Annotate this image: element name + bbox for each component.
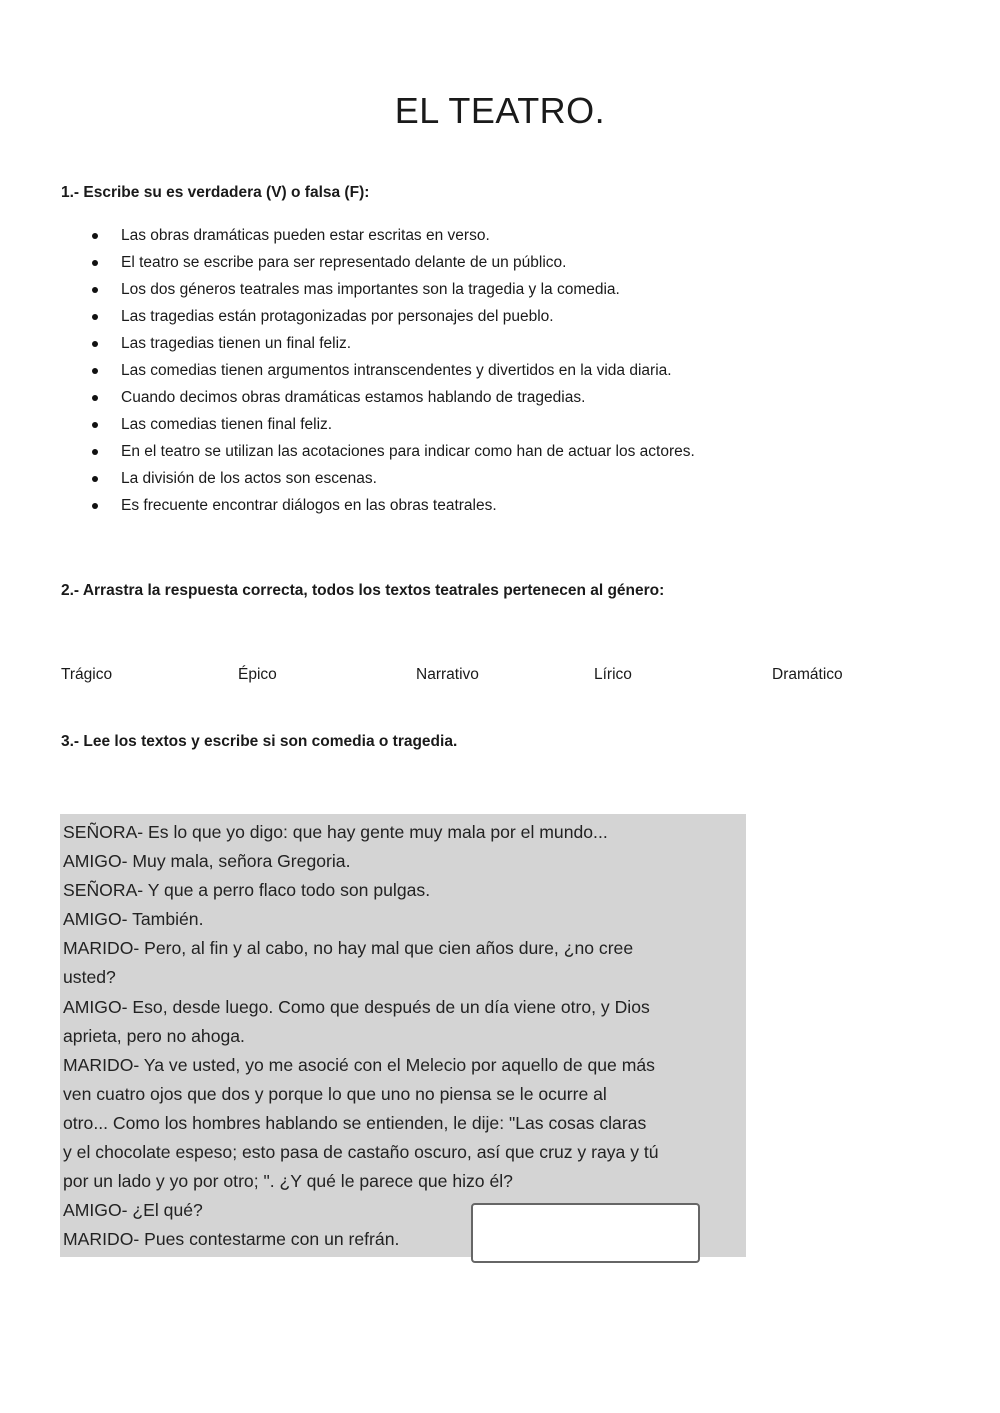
bullet-icon bbox=[92, 476, 98, 482]
true-false-list bbox=[92, 226, 695, 523]
option-lirico[interactable]: Lírico bbox=[594, 666, 632, 683]
option-narrativo[interactable]: Narrativo bbox=[416, 666, 479, 683]
statement-text: El teatro se escribe para ser representado delante de un público. bbox=[121, 254, 567, 271]
dialogue-line: aprieta, pero no ahoga. bbox=[63, 1025, 245, 1046]
statement-text: La división de los actos son escenas. bbox=[121, 470, 377, 487]
statement-text: En el teatro se utilizan las acotaciones para indicar como han de actuar los actores. bbox=[121, 443, 695, 460]
list-item bbox=[92, 388, 695, 415]
dialogue-text bbox=[63, 818, 741, 1254]
statement-text: Los dos géneros teatrales mas importantes son la tragedia y la comedia. bbox=[121, 281, 620, 298]
list-item bbox=[92, 280, 695, 307]
statement-text: Es frecuente encontrar diálogos en las obras teatrales. bbox=[121, 497, 497, 514]
bullet-icon bbox=[92, 287, 98, 293]
dialogue-line: SEÑORA- Es lo que yo digo: que hay gente muy mala por el mundo... bbox=[63, 822, 608, 842]
dialogue-line: MARIDO- Pero, al fin y al cabo, no hay mal que cien años dure, ¿no cree bbox=[63, 938, 634, 959]
list-item bbox=[92, 496, 695, 523]
bullet-icon bbox=[92, 233, 98, 239]
list-item bbox=[92, 442, 695, 469]
bullet-icon bbox=[92, 341, 98, 347]
bullet-icon bbox=[92, 260, 98, 266]
list-item bbox=[92, 307, 695, 334]
statement-text: Las tragedias están protagonizadas por personajes del pueblo. bbox=[121, 308, 554, 325]
dialogue-line: SEÑORA- Y que a perro flaco todo son pulgas. bbox=[63, 880, 431, 901]
dialogue-line: ven cuatro ojos que dos y porque lo que uno no piensa se le ocurre al bbox=[63, 1083, 607, 1104]
question-1-heading: 1.- Escribe su es verdadera (V) o falsa (F): bbox=[61, 184, 370, 201]
bullet-icon bbox=[92, 449, 98, 455]
dialogue-line: AMIGO- ¿El qué? bbox=[63, 1200, 203, 1221]
option-epico[interactable]: Épico bbox=[238, 666, 277, 683]
dialogue-line: AMIGO- Eso, desde luego. Como que después de un día viene otro, y Dios bbox=[63, 996, 650, 1017]
list-item bbox=[92, 334, 695, 361]
dialogue-line: MARIDO- Ya ve usted, yo me asocié con el Melecio por aquello de que más bbox=[63, 1054, 655, 1075]
dialogue-text-image bbox=[60, 814, 746, 1257]
dialogue-line: y el chocolate espeso; esto pasa de castaño oscuro, así que cruz y raya y tú bbox=[63, 1142, 659, 1163]
dialogue-line: otro... Como los hombres hablando se entienden, le dije: "Las cosas claras bbox=[63, 1112, 647, 1133]
page-title: EL TEATRO. bbox=[394, 90, 606, 132]
list-item bbox=[92, 415, 695, 442]
question-3-heading: 3.- Lee los textos y escribe si son comedia o tragedia. bbox=[61, 733, 458, 750]
option-dramatico[interactable]: Dramático bbox=[772, 666, 843, 683]
dialogue-line: por un lado y yo por otro; ". ¿Y qué le parece que hizo él? bbox=[63, 1171, 513, 1192]
bullet-icon bbox=[92, 395, 98, 401]
option-tragico[interactable]: Trágico bbox=[61, 666, 113, 683]
question-2-heading: 2.- Arrastra la respuesta correcta, todos los textos teatrales pertenecen al género: bbox=[61, 582, 665, 599]
statement-text: Cuando decimos obras dramáticas estamos hablando de tragedias. bbox=[121, 389, 586, 406]
statement-text: Las comedias tienen final feliz. bbox=[121, 416, 333, 433]
answer-input-box[interactable] bbox=[471, 1203, 700, 1263]
dialogue-line: AMIGO- Muy mala, señora Gregoria. bbox=[63, 851, 351, 872]
list-item bbox=[92, 253, 695, 280]
list-item bbox=[92, 226, 695, 253]
list-item bbox=[92, 469, 695, 496]
bullet-icon bbox=[92, 503, 98, 509]
statement-text: Las comedias tienen argumentos intranscendentes y divertidos en la vida diaria. bbox=[121, 362, 672, 379]
bullet-icon bbox=[92, 314, 98, 320]
dialogue-line: MARIDO- Pues contestarme con un refrán. bbox=[63, 1229, 400, 1250]
bullet-icon bbox=[92, 368, 98, 374]
statement-text: Las tragedias tienen un final feliz. bbox=[121, 335, 352, 352]
list-item bbox=[92, 361, 695, 388]
statement-text: Las obras dramáticas pueden estar escritas en verso. bbox=[121, 227, 490, 244]
dialogue-line: usted? bbox=[63, 967, 116, 988]
bullet-icon bbox=[92, 422, 98, 428]
dialogue-line: AMIGO- También. bbox=[63, 909, 204, 930]
